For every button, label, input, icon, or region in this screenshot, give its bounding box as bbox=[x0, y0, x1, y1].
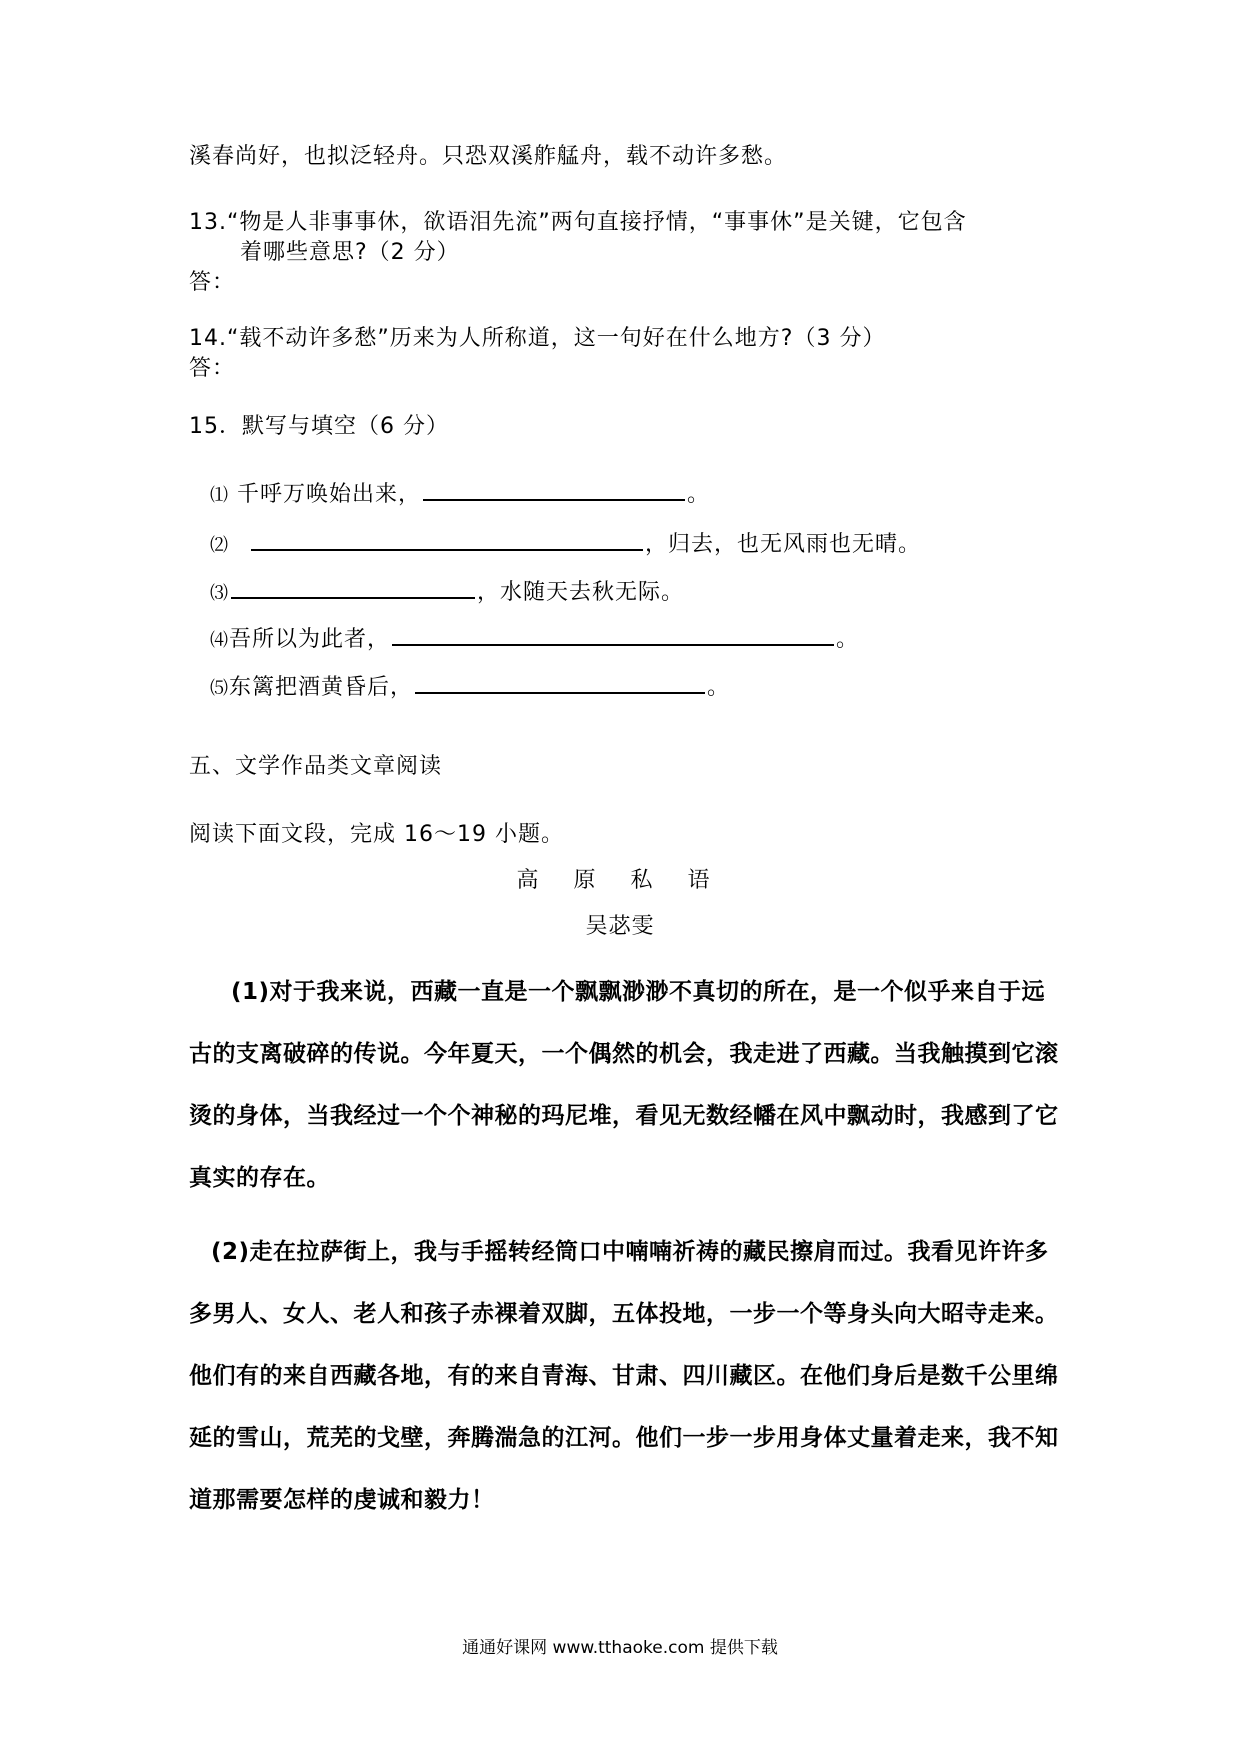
article-author: 吴苾雯 bbox=[585, 914, 655, 939]
item-suffix: ，水随天去秋无际。 bbox=[477, 580, 685, 605]
item-suffix: 。 bbox=[687, 482, 711, 507]
fill-item-4 bbox=[210, 622, 859, 656]
item-suffix: 。 bbox=[707, 675, 731, 700]
fill-item-1 bbox=[210, 477, 710, 511]
question-14-answer-label: 答： bbox=[189, 356, 236, 381]
question-15-title: 15．默写与填空（6 分） bbox=[189, 414, 449, 439]
answer-blank[interactable] bbox=[231, 575, 475, 599]
fill-item-5 bbox=[210, 670, 730, 704]
question-13-text-cont: 着哪些意思?（2 分） bbox=[240, 240, 460, 265]
item-number: ⑵ bbox=[210, 535, 229, 556]
item-prefix: 吾所以为此者， bbox=[229, 627, 391, 652]
page-footer: 通通好课网 www.tthaoke.com 提供下载 bbox=[462, 1638, 778, 1658]
item-number: ⑷ bbox=[210, 630, 229, 651]
reading-instruction: 阅读下面文段，完成 16～19 小题。 bbox=[189, 822, 564, 847]
item-number: ⑸ bbox=[210, 678, 229, 699]
item-prefix: 千呼万唤始出来， bbox=[237, 482, 422, 507]
item-suffix: 。 bbox=[836, 627, 860, 652]
article-paragraph-1: (1)对于我来说，西藏一直是一个飘飘渺渺不真切的所在，是一个似乎来自于远古的支离破碎的传说。今年夏天，一个偶然的机会，我走进了西藏。当我触摸到它滚烫的身体，当我经过一个个神秘的玛尼堆，看见无数经幡在风中飘动时，我感到了它真实的存在。 bbox=[189, 979, 1059, 1191]
fill-item-2 bbox=[210, 527, 921, 561]
question-14-text: 14.“载不动许多愁”历来为人所称道，这一句好在什么地方?（3 分） bbox=[189, 326, 886, 351]
question-13-text: 13.“物是人非事事休，欲语泪先流”两句直接抒情，“事事休”是关键，它包含 bbox=[189, 210, 967, 235]
answer-blank[interactable] bbox=[423, 477, 685, 501]
poem-tail-line: 溪春尚好，也拟泛轻舟。只恐双溪舴艋舟，载不动许多愁。 bbox=[189, 144, 788, 169]
article-title: 高 原 私 语 bbox=[516, 868, 724, 893]
item-suffix: ，归去，也无风雨也无晴。 bbox=[645, 532, 922, 557]
item-prefix: 东篱把酒黄昏后， bbox=[229, 675, 414, 700]
article-paragraph-2: (2)走在拉萨街上，我与手摇转经筒口中喃喃祈祷的藏民擦肩而过。我看见许许多多男人、女人、老人和孩子赤裸着双脚，五体投地，一步一个等身头向大昭寺走来。他们有的来自西藏各地，有的来自青海、甘肃、四川藏区。在他们身后是数千公里绵延的雪山，荒芜的戈壁，奔腾湍急的江河。他们一步一步用身体丈量着走来，我不知道那需要怎样的虔诚和毅力！ bbox=[189, 1239, 1059, 1513]
fill-item-3 bbox=[210, 575, 684, 609]
answer-blank[interactable] bbox=[251, 527, 643, 551]
item-number: ⑴ bbox=[210, 485, 229, 506]
answer-blank[interactable] bbox=[392, 622, 834, 646]
question-13-answer-label: 答： bbox=[189, 270, 236, 295]
answer-blank[interactable] bbox=[415, 670, 705, 694]
section-5-heading: 五、文学作品类文章阅读 bbox=[189, 754, 443, 779]
item-number: ⑶ bbox=[210, 583, 229, 604]
